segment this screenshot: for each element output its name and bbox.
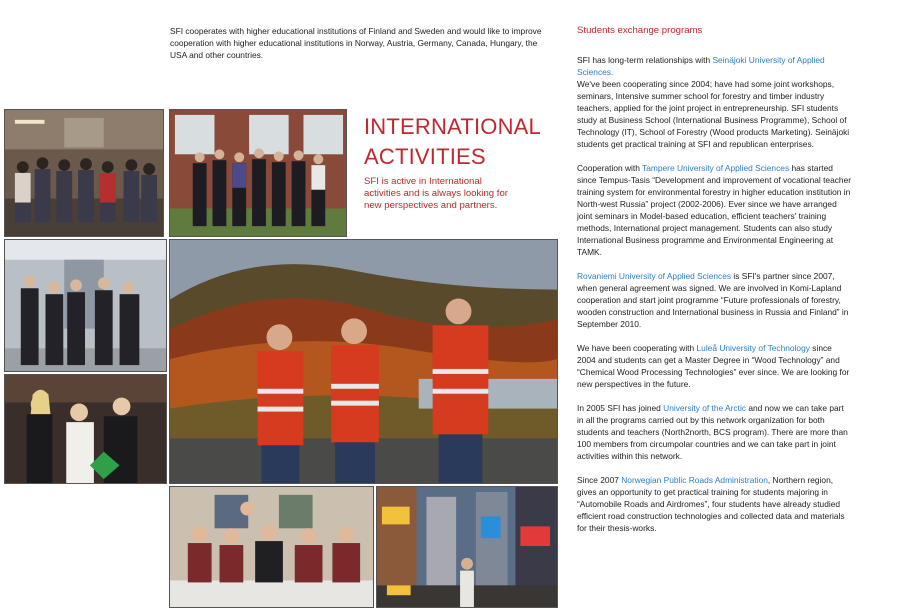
paragraph-rovaniemi	[577, 270, 852, 330]
paragraph-norwegian-roads	[577, 474, 852, 534]
text: Cooperation with	[577, 163, 643, 173]
link-lulea[interactable]: Luleå University of Technology	[696, 343, 810, 353]
paragraph-tampere	[577, 162, 852, 258]
text: has started since Tempus-Tasis “Development and improvement of vocational teacher training system for environmental forestry in higher education institution in North-west Russia” project (2002-2006). Ever since we have arranged joint seminars in Model-based education, efficient teachers' training methods, International project management. Students can also study International Business programme and Environmental Engineering at TAMK.	[577, 163, 852, 257]
photo-hallway-group	[4, 239, 167, 372]
link-tampere[interactable]: Tampere University of Applied Sciences	[642, 163, 790, 173]
text: is SFI's partner since 2007, when general agreement was signed. We are involved in Komi-Lapland cooperation and start joint programme “Future professionals of forestry, wooden construction and International business in Russia and Finland” in September 2010.	[577, 271, 849, 329]
link-rovaniemi[interactable]: Rovaniemi University of Applied Sciences	[577, 271, 732, 281]
title-line-2: ACTIVITIES	[364, 144, 486, 169]
paragraph-arctic	[577, 402, 852, 462]
text: We have been cooperating with	[577, 343, 697, 353]
page-title	[364, 112, 554, 172]
text: SFI has long-term relationships with	[577, 55, 713, 65]
paragraph-lulea	[577, 342, 852, 390]
intro-text: SFI cooperates with higher educational institutions of Finland and Sweden and would like to improve cooperation with higher educational institutions in Norway, Austria, Germany, Canada, Hungary, the USA and other countries.	[170, 26, 542, 60]
paragraph-seinajoki	[577, 54, 852, 150]
photo-delegation-table	[169, 486, 374, 608]
title-line-1: INTERNATIONAL	[364, 114, 541, 139]
page-subtitle: SFI is active in International activities and is always looking for new perspectives and partners.	[364, 176, 508, 211]
photo-students-building	[169, 109, 347, 237]
link-arctic[interactable]: University of the Arctic	[663, 403, 746, 413]
text: , Northern region, gives an opportunity to get practical training for students majoring in “Automobile Roads and Airdromes”, four students have already studied efficient road construction technologies and collected data and materials for their thesis-works.	[577, 475, 845, 533]
text: In 2005 SFI has joined	[577, 403, 664, 413]
photo-workshop-group	[4, 109, 164, 237]
photo-conference-group	[4, 374, 167, 484]
exchange-programs-title: Students exchange programs	[577, 25, 703, 36]
text: and now we can take part in all the programs carried out by this network organization for both students and teachers (North2north, BCS program). There are more than 100 members from circumpolar countries and we can take part in joint activities within this network.	[577, 403, 848, 461]
photo-autumn-landscape-group	[169, 239, 558, 484]
text: Since 2007	[577, 475, 622, 485]
link-norwegian-roads[interactable]: Norwegian Public Roads Administration	[621, 475, 768, 485]
text: We've been cooperating since 2004; have had some joint workshops, seminars, Intensive summer school for forestry and timber industry teachers, applied for the joint project in entrepreneurship. SFI students study at Business School (International Business Programme), School of Technology (IT), School of Forestry (Wood products Marketing). Seinäjoki students get practical training at SFI and republican enterprises.	[577, 79, 850, 149]
text: since 2004 and students can get a Master Degree in “Wood Technology” and “Chemical Wood Processing Technologies” ever since. We are looking for new perspectives in the future.	[577, 343, 850, 389]
exchange-programs-column	[577, 25, 852, 546]
photo-times-square	[376, 486, 558, 608]
link-seinajoki[interactable]: Seinäjoki University of Applied Sciences.	[577, 55, 825, 77]
